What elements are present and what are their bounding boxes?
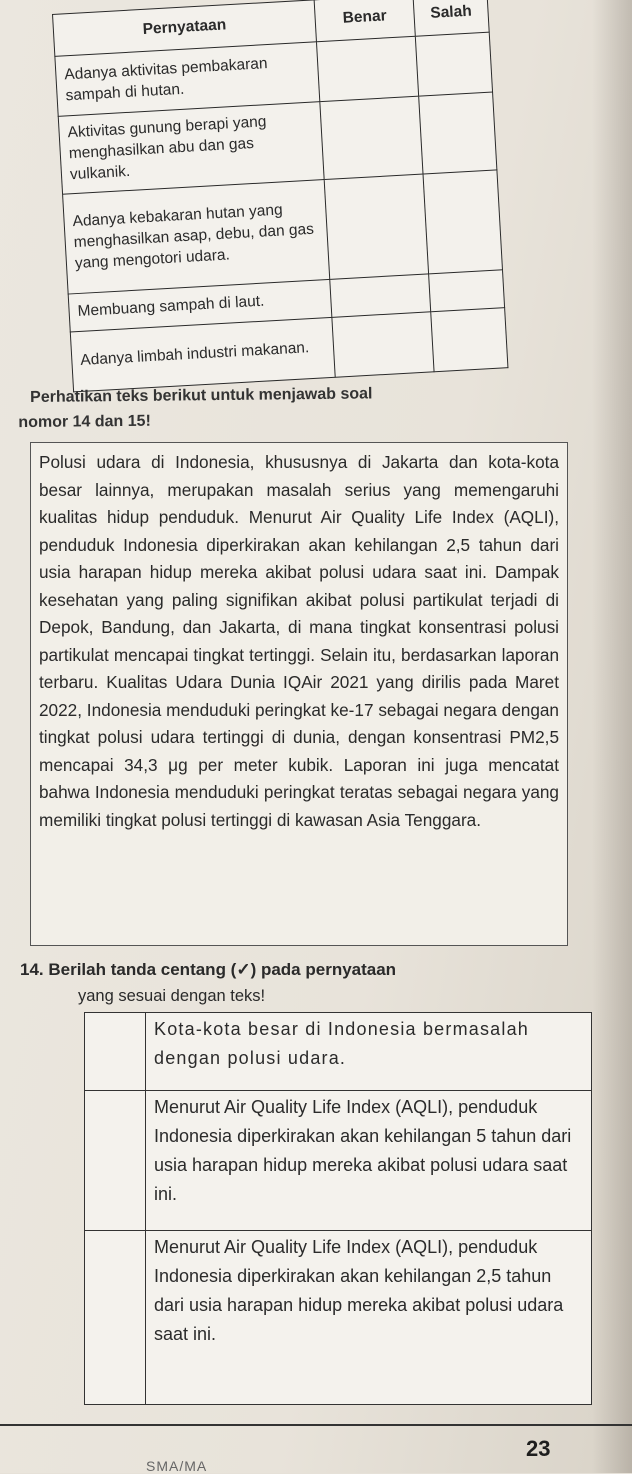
statement-3: Adanya kebakaran hutan yang menghasilkan asap, debu, dan gas yang mengotori udara. [63,180,330,294]
footer-label: SMA/MA [146,1458,208,1474]
salah-cell-1[interactable] [415,32,492,96]
statement-2: Aktivitas gunung berapi yang menghasilkan abu dan gas vulkanik. [58,102,324,195]
question-14 [20,956,580,1010]
check-box-2[interactable] [85,1091,146,1231]
benar-cell-4[interactable] [330,274,431,317]
statement-5: Adanya limbah industri makanan. [70,317,335,392]
statement-1: Adanya aktivitas pembakaran sampah di hutan. [55,42,320,117]
benar-cell-2[interactable] [320,96,423,179]
page-number: 23 [526,1436,551,1461]
checklist-table [84,1012,592,1404]
benar-cell-1[interactable] [316,36,418,101]
header-benar: Benar [314,0,415,42]
instruction-line-2: nomor 14 dan 15! [18,412,151,431]
option-2: Menurut Air Quality Life Index (AQLI), penduduk Indonesia diperkirakan akan kehilangan 5 tahun dari usia harapan hidup mereka akibat polusi udara saat ini. [146,1091,592,1231]
statement-4: Membuang sampah di laut. [68,279,332,332]
salah-cell-5[interactable] [431,308,508,372]
salah-cell-2[interactable] [419,92,497,174]
statement-table-1 [52,0,508,391]
option-1: Kota-kota besar di Indonesia bermasalah dengan polusi udara. [146,1013,592,1091]
check-box-3[interactable] [85,1231,146,1405]
reading-passage: Polusi udara di Indonesia, khususnya di Jakarta dan kota-kota besar lainnya, merupakan masalah serius yang memengaruhi kualitas hidup penduduk. Menurut Air Quality Life Index (AQLI), penduduk Indonesia diperkirakan akan kehilangan 2,5 tahun dari usia harapan hidup mereka akibat polusi udara saat ini. Dampak kesehatan yang paling signifikan akibat polusi partikulat terjadi di Depok, Bandung, dan Jakarta, di mana tingkat konsentrasi polusi partikulat mencapai tingkat tertinggi. Selain itu, berdasarkan laporan terbaru. Kualitas Udara Dunia IQAir 2021 yang dirilis pada Maret 2022, Indonesia menduduki peringkat ke-17 sebagai negara dengan tingkat polusi udara tertinggi di dunia, dengan konsentrasi PM2,5 mencapai 34,3 μg per meter kubik. Laporan ini juga mencatat bahwa Indonesia menduduki peringkat teratas sebagai negara yang memiliki tingkat polusi tertinggi di kawasan Asia Tenggara. [30,442,568,946]
salah-cell-3[interactable] [423,170,502,274]
reading-instruction [18,381,500,436]
instruction-line-1: Perhatikan teks berikut untuk menjawab soal [30,385,373,406]
question-14-line-2: yang sesuai dengan teks! [78,987,266,1005]
header-pernyataan: Pernyataan [53,0,317,56]
benar-cell-3[interactable] [324,174,428,279]
check-box-1[interactable] [85,1013,146,1091]
question-14-line-1: 14. Berilah tanda centang (✓) pada pernyataan [20,960,397,979]
page-shadow [592,0,632,1473]
footer-rule [0,1424,632,1426]
option-3: Menurut Air Quality Life Index (AQLI), penduduk Indonesia diperkirakan akan kehilangan 2,5 tahun dari usia harapan hidup mereka akibat polusi udara saat ini. [146,1231,592,1405]
header-salah: Salah [413,0,489,36]
benar-cell-5[interactable] [332,312,434,377]
salah-cell-4[interactable] [429,270,505,312]
